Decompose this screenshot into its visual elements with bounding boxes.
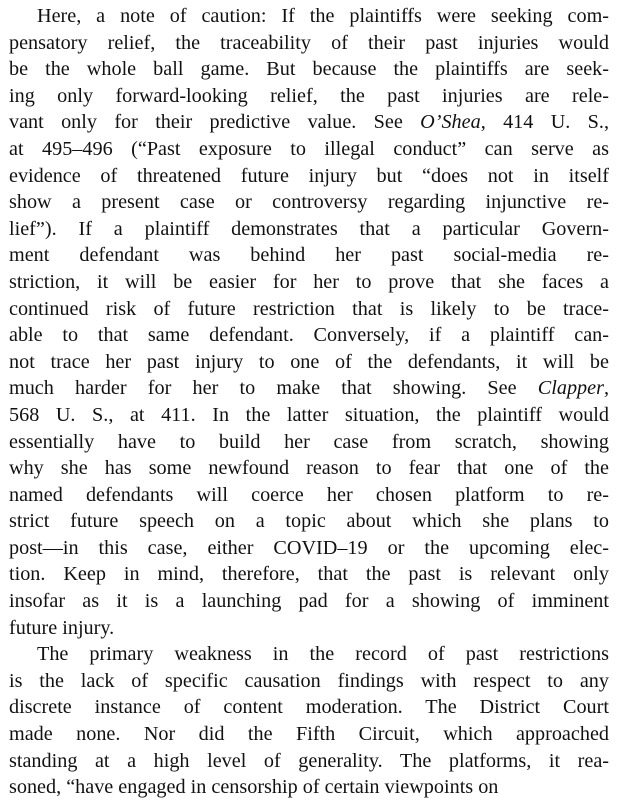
text-line xyxy=(9,375,609,402)
text-run: Here, a note of caution: If the plaintiffs were seeking com- xyxy=(37,5,609,27)
text-run: , xyxy=(603,377,609,400)
text-line xyxy=(9,668,609,695)
text-run: discrete instance of content moderation. The District Court xyxy=(9,696,609,719)
text-line xyxy=(9,136,609,163)
text-line xyxy=(9,641,609,668)
text-run: ment defendant was behind her past social-media re- xyxy=(9,244,609,267)
text-line xyxy=(9,30,609,57)
text-line xyxy=(9,721,609,748)
text-run: insofar as it is a launching pad for a showing of imminent xyxy=(9,590,609,613)
text-run: continued risk of future restriction that is likely to be trace- xyxy=(9,297,609,320)
text-run: not trace her past injury to one of the defendants, it will be xyxy=(9,350,609,373)
text-run: pensatory relief, the traceability of their past injuries would xyxy=(9,31,609,54)
text-run: ing only forward-looking relief, the past injuries are rele- xyxy=(9,84,609,107)
text-run: evidence of threatened future injury but “does not in itself xyxy=(9,164,609,187)
text-line xyxy=(9,402,609,429)
text-line xyxy=(9,615,609,642)
text-run: made none. Nor did the Fifth Circuit, which approached xyxy=(9,723,609,746)
text-line xyxy=(9,588,609,615)
text-line xyxy=(9,189,609,216)
text-line xyxy=(9,3,609,30)
paragraph xyxy=(9,641,609,801)
text-run: 568 U. S., at 411. In the latter situation, the plaintiff would xyxy=(9,403,609,426)
text-line xyxy=(9,429,609,456)
text-run: post—in this case, either COVID–19 or the upcoming elec- xyxy=(9,536,609,559)
text-run: be the whole ball game. But because the plaintiffs are seek- xyxy=(9,58,609,81)
text-run: much harder for her to make that showing. See xyxy=(9,377,538,400)
paragraph xyxy=(9,3,609,641)
text-line xyxy=(9,535,609,562)
text-run: is the lack of specific causation findings with respect to any xyxy=(9,669,609,692)
text-line xyxy=(9,561,609,588)
text-run: The primary weakness in the record of past restrictions xyxy=(37,643,609,666)
case-citation: O’Shea xyxy=(420,111,481,134)
text-run: essentially have to build her case from scratch, showing xyxy=(9,430,609,453)
text-run: striction, it will be easier for her to prove that she faces a xyxy=(9,270,609,293)
text-line xyxy=(9,748,609,775)
text-run: lief”). If a plaintiff demonstrates that a particular Govern- xyxy=(9,217,609,240)
text-run: strict future speech on a topic about which she plans to xyxy=(9,510,609,533)
text-run: , 414 U. S., xyxy=(480,111,609,134)
text-line xyxy=(9,269,609,296)
text-line xyxy=(9,83,609,110)
text-run: tion. Keep in mind, therefore, that the past is relevant only xyxy=(9,563,609,586)
text-line xyxy=(9,482,609,509)
text-line xyxy=(9,322,609,349)
case-citation: Clapper xyxy=(537,377,604,400)
opinion-text-page xyxy=(9,3,609,801)
text-line xyxy=(9,163,609,190)
text-run: show a present case or controversy regarding injunctive re- xyxy=(9,191,609,214)
text-run: soned, “have engaged in censorship of certain viewpoints on xyxy=(9,776,499,799)
text-line xyxy=(9,296,609,323)
text-run: able to that same defendant. Conversely, if a plaintiff can- xyxy=(9,324,609,347)
text-run: standing at a high level of generality. The platforms, it rea- xyxy=(9,749,609,772)
text-line xyxy=(9,455,609,482)
text-line xyxy=(9,508,609,535)
text-run: future injury. xyxy=(9,616,115,639)
text-run: vant only for their predictive value. See xyxy=(9,111,421,134)
text-line xyxy=(9,242,609,269)
text-run: at 495–496 (“Past exposure to illegal conduct” can serve as xyxy=(9,137,609,160)
text-line xyxy=(9,694,609,721)
body-text xyxy=(9,3,609,801)
text-line xyxy=(9,56,609,83)
text-run: why she has some newfound reason to fear that one of the xyxy=(9,457,609,480)
text-line xyxy=(9,216,609,243)
text-run: named defendants will coerce her chosen platform to re- xyxy=(9,483,609,506)
text-line xyxy=(9,349,609,376)
text-line xyxy=(9,109,609,136)
